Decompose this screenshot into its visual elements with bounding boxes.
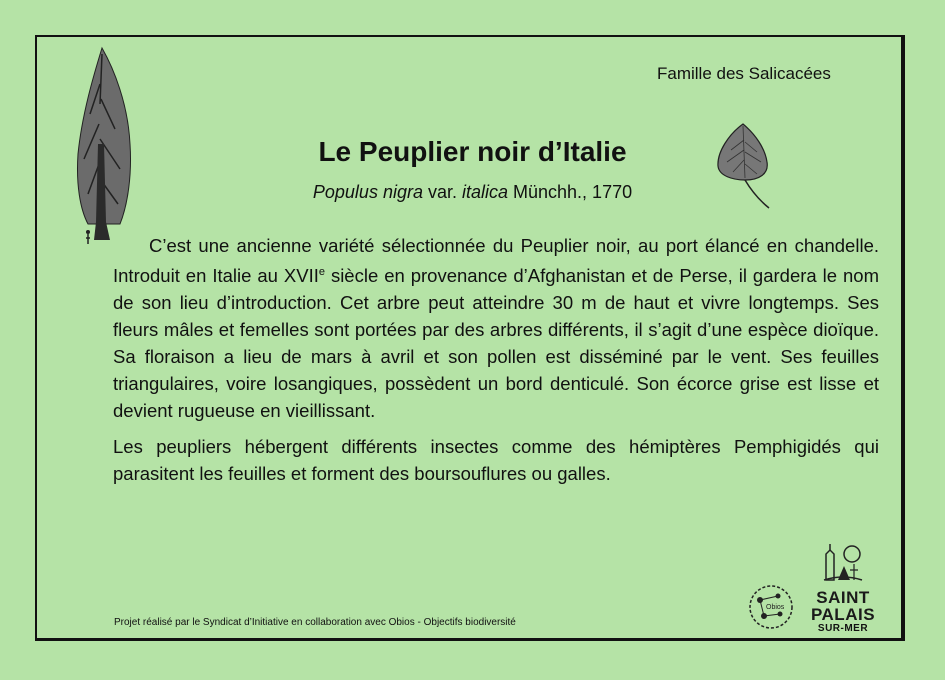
paragraph-2: Les peupliers hébergent différents insectes comme des hémiptères Pemphigidés qui parasitent les feuilles et forment des boursouflures ou galles. [113, 436, 879, 485]
species-name: Populus nigra [312, 182, 423, 202]
logo-word-palais: PALAIS [810, 605, 876, 624]
logo-word-sur-mer: SUR-MER [817, 623, 869, 634]
credit-line: Projet réalisé par le Syndicat d’Initiative en collaboration avec Obios - Objectifs biodiversité [114, 617, 516, 628]
paragraph-1-part-1: C’est une ancienne variété sélectionnée du Peuplier noir, au port élancé en chandelle. Introduit en Italie au XVII [113, 235, 879, 287]
saint-palais-logo [804, 540, 882, 634]
obios-logo [748, 584, 794, 630]
family-label: Famille des Salicacées [657, 64, 831, 83]
scientific-name [0, 182, 945, 203]
century-superscript: e [318, 266, 325, 278]
paragraph-1 [113, 232, 879, 424]
logo-word-saint: SAINT [816, 588, 870, 607]
variety-label: var. [422, 182, 462, 202]
description [113, 232, 879, 496]
page-title: Le Peuplier noir d’Italie [318, 136, 627, 167]
variety-name: italica [461, 182, 509, 202]
town-emblem-icon [820, 540, 866, 584]
authority: Münchh., 1770 [508, 182, 633, 202]
obios-logo-text: Obios [766, 604, 785, 611]
paragraph-1-part-2: siècle en provenance d’Afghanistan et de Perse, il gardera le nom de son lieu d’introduction. Cet arbre peut atteindre 30 m de haut et vivre longtemps. Ses fleurs mâles et femelles sont portées par des arbres différents, il s’agit d’une espèce dioïque. Sa floraison a lieu de mars à avril et son pollen est disséminé par le vent. Ses feuilles triangulaires, voire losangiques, possèdent un bord denticulé. Son écorce grise est lisse et devient rugueuse en vieillissant. [113, 265, 879, 422]
